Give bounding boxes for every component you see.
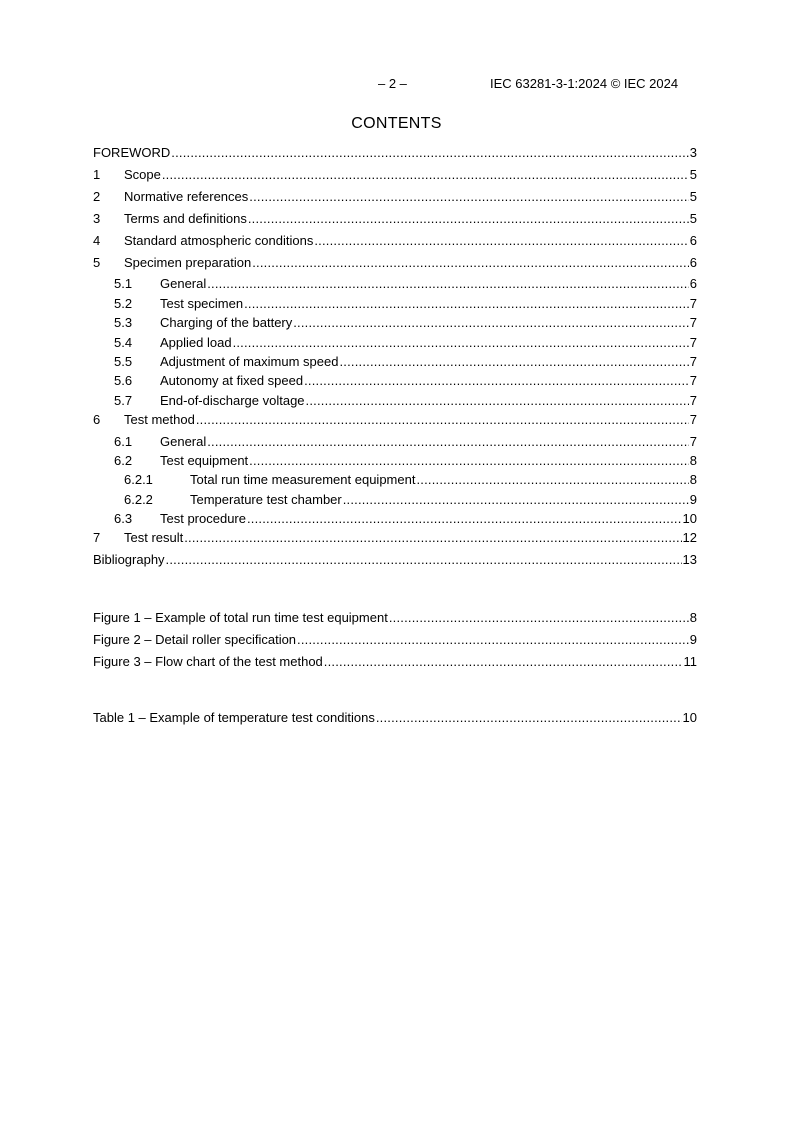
entry-label: Figure 3 – Flow chart of the test method	[93, 654, 323, 669]
entry-number: 1	[93, 167, 101, 182]
entry-label: Figure 2 – Detail roller specification	[93, 632, 297, 647]
entry-label: Terms and definitions	[124, 211, 247, 226]
dot-leader	[376, 710, 682, 726]
toc-entry[interactable]	[93, 412, 697, 428]
dot-leader	[207, 434, 689, 450]
dot-leader	[314, 233, 688, 249]
entry-page-number: 6	[689, 276, 697, 291]
dot-leader	[297, 632, 689, 648]
toc-entry[interactable]	[93, 552, 697, 568]
entry-label: Standard atmospheric conditions	[124, 233, 314, 248]
toc-entry[interactable]	[93, 354, 697, 370]
figure-entry[interactable]	[93, 610, 697, 626]
entry-number: 5	[93, 255, 101, 270]
dot-leader	[343, 492, 689, 508]
entry-page-number: 11	[683, 654, 697, 669]
toc-entry[interactable]	[93, 276, 697, 292]
entry-number: 5.5	[114, 354, 133, 369]
toc-entry[interactable]	[93, 167, 697, 183]
entry-page-number: 5	[689, 211, 697, 226]
entry-page-number: 7	[689, 354, 697, 369]
entry-label: Test specimen	[160, 296, 244, 311]
entry-number: 6.1	[114, 434, 133, 449]
entry-label: Test procedure	[160, 511, 246, 526]
entry-label: End-of-discharge voltage	[160, 393, 305, 408]
dot-leader	[247, 511, 682, 527]
entry-label: FOREWORD	[93, 145, 171, 160]
entry-label: Bibliography	[93, 552, 165, 567]
entry-page-number: 5	[689, 167, 697, 182]
entry-page-number: 7	[689, 335, 697, 350]
document-id: IEC 63281-3-1:2024 © IEC 2024	[490, 76, 679, 91]
entry-page-number: 5	[689, 189, 697, 204]
entry-page-number: 8	[689, 610, 697, 625]
dot-leader	[252, 255, 689, 271]
toc-entry[interactable]	[93, 434, 697, 450]
page-number: – 2 –	[378, 76, 407, 91]
entry-number: 6	[93, 412, 101, 427]
entry-label: Test equipment	[160, 453, 249, 468]
entry-number: 3	[93, 211, 101, 226]
dot-leader	[233, 335, 689, 351]
table-entry[interactable]	[93, 710, 697, 726]
entry-label: Test method	[124, 412, 195, 427]
entry-number: 5.4	[114, 335, 133, 350]
entry-page-number: 10	[682, 710, 697, 725]
entry-page-number: 7	[689, 412, 697, 427]
entry-page-number: 8	[689, 453, 697, 468]
entry-page-number: 10	[682, 511, 697, 526]
dot-leader	[416, 472, 688, 488]
entry-label: Specimen preparation	[124, 255, 252, 270]
entry-number: 5.2	[114, 296, 133, 311]
toc-entry[interactable]	[93, 511, 697, 527]
dot-leader	[249, 189, 688, 205]
entry-number: 5.1	[114, 276, 133, 291]
dot-leader	[162, 167, 689, 183]
toc-entry[interactable]	[93, 296, 697, 312]
toc-entry[interactable]	[93, 453, 697, 469]
dot-leader	[248, 211, 689, 227]
entry-label: Normative references	[124, 189, 249, 204]
toc-entry[interactable]	[93, 393, 697, 409]
entry-page-number: 13	[682, 552, 697, 567]
entry-page-number: 7	[689, 434, 697, 449]
entry-number: 2	[93, 189, 101, 204]
toc-entry[interactable]	[93, 315, 697, 331]
entry-label: Charging of the battery	[160, 315, 293, 330]
entry-number: 5.6	[114, 373, 133, 388]
toc-entry[interactable]	[93, 373, 697, 389]
dot-leader	[249, 453, 689, 469]
dot-leader	[196, 412, 689, 428]
entry-label: Autonomy at fixed speed	[160, 373, 304, 388]
entry-number: 7	[93, 530, 101, 545]
entry-label: Total run time measurement equipment	[190, 472, 416, 487]
dot-leader	[324, 654, 683, 670]
figure-entry[interactable]	[93, 632, 697, 648]
dot-leader	[184, 530, 681, 546]
entry-page-number: 12	[682, 530, 697, 545]
page-title: CONTENTS	[351, 115, 442, 132]
dot-leader	[304, 373, 689, 389]
toc-entry[interactable]	[93, 472, 697, 488]
entry-page-number: 7	[689, 393, 697, 408]
toc-entry[interactable]	[93, 233, 697, 249]
entry-number: 6.3	[114, 511, 133, 526]
dot-leader	[389, 610, 689, 626]
toc-entry[interactable]	[93, 189, 697, 205]
entry-page-number: 6	[689, 255, 697, 270]
entry-page-number: 7	[689, 373, 697, 388]
entry-label: General	[160, 276, 207, 291]
dot-leader	[293, 315, 689, 331]
entry-number: 6.2.1	[124, 472, 153, 487]
toc-entry[interactable]	[93, 492, 697, 508]
entry-label: Test result	[124, 530, 184, 545]
entry-page-number: 9	[689, 492, 697, 507]
dot-leader	[171, 145, 688, 161]
dot-leader	[306, 393, 689, 409]
dot-leader	[244, 296, 689, 312]
entry-page-number: 3	[689, 145, 697, 160]
entry-label: Temperature test chamber	[190, 492, 342, 507]
entry-page-number: 6	[689, 233, 697, 248]
entry-page-number: 7	[689, 296, 697, 311]
dot-leader	[207, 276, 689, 292]
entry-label: General	[160, 434, 207, 449]
toc-entry[interactable]	[93, 530, 697, 546]
dot-leader	[339, 354, 688, 370]
entry-number: 6.2	[114, 453, 133, 468]
entry-page-number: 9	[689, 632, 697, 647]
entry-label: Applied load	[160, 335, 232, 350]
figure-entry[interactable]	[93, 654, 697, 670]
entry-label: Scope	[124, 167, 161, 182]
toc-entry[interactable]	[93, 211, 697, 227]
entry-number: 5.3	[114, 315, 133, 330]
entry-label: Adjustment of maximum speed	[160, 354, 339, 369]
entry-number: 6.2.2	[124, 492, 153, 507]
entry-number: 4	[93, 233, 101, 248]
entry-number: 5.7	[114, 393, 133, 408]
toc-entry[interactable]	[93, 335, 697, 351]
entry-label: Figure 1 – Example of total run time test equipment	[93, 610, 388, 625]
dot-leader	[166, 552, 682, 568]
entry-page-number: 7	[689, 315, 697, 330]
toc-entry[interactable]	[93, 145, 697, 161]
entry-page-number: 8	[689, 472, 697, 487]
toc-entry[interactable]	[93, 255, 697, 271]
entry-label: Table 1 – Example of temperature test conditions	[93, 710, 375, 725]
